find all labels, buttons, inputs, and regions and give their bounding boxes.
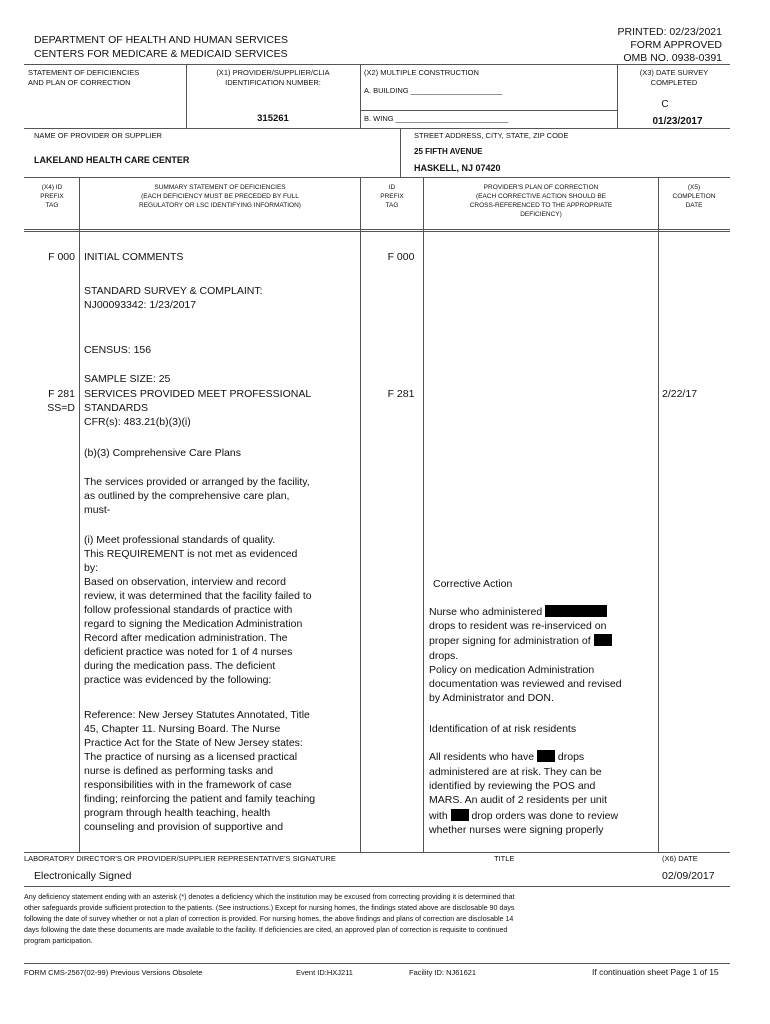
disclaimer-text: Any deficiency statement ending with an asterisk (*) denotes a deficiency which the institution may be excused from correcting providing it is determined that other safeguards provide sufficient protection to the patients. (See instructions.) Except for nursing homes, the findings stated above are disclosable 90 days following the date of survey whether or not a plan of correction is provided. For nursing homes, the above findings and plans of correction are disclosable 14 days following the date these documents are made available to the facility. If deficiencies are cited, an approved plan of correction is requisite to continued program participation. [24,893,515,945]
redaction [545,605,607,617]
residents-line-5 [429,809,618,823]
survey-completed-date: 01/23/2017 [652,116,703,127]
omb-number: OMB NO. 0938-0391 [623,52,722,64]
signature-date: 02/09/2017 [662,870,715,882]
tag-f281-right: F 281 [387,388,415,400]
nurse-line-3-text: proper signing for administration of [429,635,591,647]
residents-line-5-with: with [429,810,448,822]
tag-f000-right: F 000 [387,251,415,263]
page-number: If continuation sheet Page 1 of 15 [592,967,719,977]
services-text: The services provided or arranged by the facility, as outlined by the comprehensive care plan, must- [84,476,310,516]
nurse-line-4: drops. [429,650,459,662]
policy-text: Policy on medication Administration documentation was reviewed and revised by Administrator and DON. [429,664,622,704]
x3-c: C [661,99,669,110]
summary-header: SUMMARY STATEMENT OF DEFICIENCIES (EACH DEFICIENCY MUST BE PRECEDED BY FULL REGULATORY OR LSC IDENTIFYING INFORMATION) [139,184,301,209]
residents-line-1-drops: drops [557,751,585,763]
census: CENSUS: 156 [84,344,152,356]
centers-title: CENTERS FOR MEDICARE & MEDICAID SERVICES [34,48,288,60]
provider-name: LAKELAND HEALTH CARE CENTER [34,155,190,165]
identification-heading: Identification of at risk residents [429,723,577,735]
address-line-1: 25 FIFTH AVENUE [414,147,483,156]
event-id: Event ID:HXJ211 [296,968,353,977]
statement-label: STATEMENT OF DEFICIENCIES AND PLAN OF CORRECTION [28,68,140,87]
id-header: ID PREFIX TAG [380,184,404,209]
x2-label: (X2) MULTIPLE CONSTRUCTION [364,68,479,77]
provider-id-number: 315261 [257,113,289,124]
form-approved: FORM APPROVED [630,39,722,51]
survey-complaint: STANDARD SURVEY & COMPLAINT: NJ00093342: 1/23/2017 [84,285,263,311]
residents-line-1 [429,750,584,764]
comprehensive-care-plans: (b)(3) Comprehensive Care Plans [84,447,241,459]
nurse-line-2: drops to resident was re-inserviced on [429,620,607,632]
nurse-line-1-text: Nurse who administered [429,606,543,618]
address-label: STREET ADDRESS, CITY, STATE, ZIP CODE [414,131,569,140]
x4-header: (X4) ID PREFIX TAG [40,184,64,209]
tag-f000-left: F 000 [48,251,75,263]
form-number: FORM CMS-2567(02-99) Previous Versions Obsolete [24,968,203,977]
x2-building: A. BUILDING ______________________ [364,86,503,95]
tag-f281-left: F 281 SS=D [47,388,75,414]
residents-line-5-text: drop orders was done to review [471,810,619,822]
plan-header: PROVIDER'S PLAN OF CORRECTION (EACH CORRECTIVE ACTION SHOULD BE CROSS-REFERENCED TO THE APPROPRIATE DEFICIENCY) [469,184,613,218]
title-label: TITLE [494,854,515,863]
nurse-line-1 [429,605,607,619]
department-title: DEPARTMENT OF HEALTH AND HUMAN SERVICES [34,34,288,46]
corrective-action-heading: Corrective Action [433,578,513,590]
signature-label: LABORATORY DIRECTOR'S OR PROVIDER/SUPPLIER REPRESENTATIVE'S SIGNATURE [24,854,336,863]
residents-line-1-text: All residents who have [429,751,535,763]
sample-size: SAMPLE SIZE: 25 [84,373,171,385]
reference-text: Reference: New Jersey Statutes Annotated, Title 45, Chapter 11. Nursing Board. The Nurse Practice Act for the State of New Jersey states: The practice of nursing as a licensed practical nurse is defined as performing tasks and responsibilities with in the framework of case finding; reinforcing the patient and family teaching program through health teaching, health counseling and provision of supportive and [84,709,316,833]
x1-label: (X1) PROVIDER/SUPPLIER/CLIA IDENTIFICATION NUMBER: [216,68,330,87]
facility-id: Facility ID: NJ61621 [409,968,477,977]
residents-line-6: whether nurses were signing properly [429,824,604,836]
nurse-line-3 [429,634,612,648]
electronic-signature: Electronically Signed [34,870,132,882]
f281-title: SERVICES PROVIDED MEET PROFESSIONAL STANDARDS CFR(s): 483.21(b)(3)(i) [84,388,312,428]
redaction [451,809,469,821]
requirement-text: (i) Meet professional standards of quality. This REQUIREMENT is not met as evidenced by: Based on observation, interview and record review, it was determined that the facility failed to follow professional standards of practice with regard to signing the Medication Administration Record after medication administration. The deficient practice was noted for 1 of 4 nurses during the medication pass. The deficient practice was evidenced by the following: [84,534,312,686]
x2-wing: B. WING ___________________________ [364,114,509,123]
redaction [594,634,612,646]
address-line-2: HASKELL, NJ 07420 [414,163,501,173]
x5-header: (X5) COMPLETION DATE [672,184,716,209]
initial-comments: INITIAL COMMENTS [84,251,184,263]
printed-date: PRINTED: 02/23/2021 [617,26,722,38]
provider-label: NAME OF PROVIDER OR SUPPLIER [34,131,162,140]
residents-text: administered are at risk. They can be identified by reviewing the POS and MARS. An audit of 2 residents per unit [429,766,608,806]
completion-date: 2/22/17 [662,388,698,400]
x6-date-label: (X6) DATE [662,854,698,863]
redaction [537,750,555,762]
x3-label: (X3) DATE SURVEY COMPLETED [639,68,709,87]
